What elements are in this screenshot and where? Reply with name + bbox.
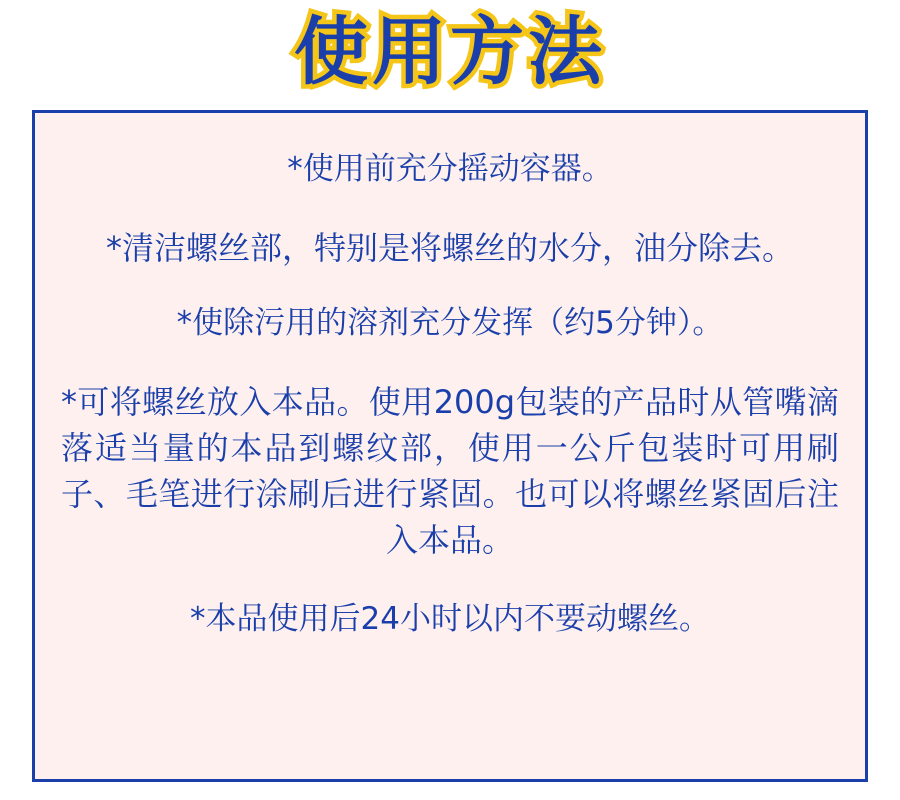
page-title-container xyxy=(0,0,900,95)
page-title: 使用方法 xyxy=(294,9,606,95)
instruction-paragraph-2: *清洁螺丝部，特别是将螺丝的水分，油分除去。 xyxy=(105,229,794,268)
instructions-panel xyxy=(32,110,868,782)
instruction-paragraph-1: *使用前充分摇动容器。 xyxy=(287,151,613,187)
instruction-paragraph-4: *可将螺丝放入本品。使用200g包装的产品时从管嘴滴落适当量的本品到螺纹部，使用一公斤包装时可用刷子、毛笔进行涂刷后进行紧固。也可以将螺丝紧固后注入本品。 xyxy=(61,383,839,560)
instruction-paragraph-5: *本品使用后24小时以内不要动螺丝。 xyxy=(190,601,710,638)
instruction-paragraph-3: *使除污用的溶剂充分发挥（约5分钟）。 xyxy=(176,305,724,342)
